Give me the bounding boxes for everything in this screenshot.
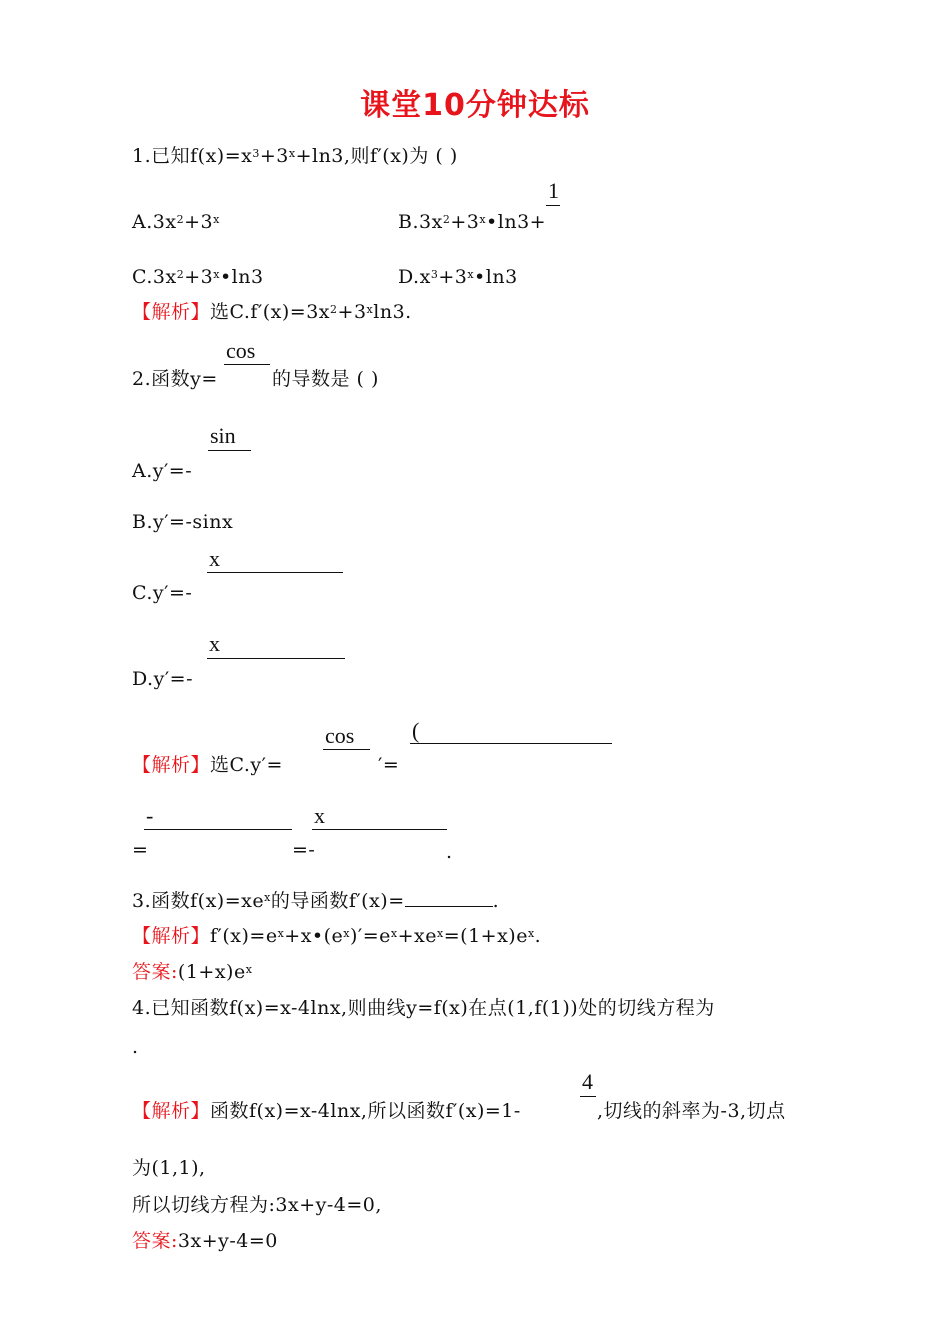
q4-analysis-label: 【解析】: [132, 1100, 211, 1122]
page-title: 课堂10分钟达标: [360, 88, 590, 123]
q4-analysis-fraction-numerator: 4: [582, 1069, 593, 1094]
q2-option-a-fraction-bar: [208, 450, 251, 451]
q2-analysis-label: 【解析】: [132, 754, 211, 776]
q2-analysis-fraction1-numerator: cos: [325, 723, 355, 748]
q2-stem-fraction-bar: [224, 364, 270, 365]
q2-option-b[interactable]: B.y′=-sinx: [132, 511, 234, 533]
q2-analysis-fraction2-bar: [410, 743, 612, 744]
q4-analysis-slope: ,切线的斜率为-3,切点: [597, 1100, 786, 1122]
q3-analysis: 【解析】$f'(x)=e^x+x•(e^x)'=e^x+xe^x=(1+x)e^x$.: [132, 925, 542, 947]
q2-stem-end: 的导数是 ( ): [272, 368, 379, 390]
q2-analysis-derivative: ′=: [378, 754, 400, 776]
q1-stem-sup2: x: [288, 147, 296, 160]
q4-stem: 4.已知函数f(x)=x-4lnx,则曲线y=f(x)在点(1,f(1))处的切线方程为: [132, 997, 715, 1019]
q2-analysis-fraction4-bar: [312, 829, 447, 830]
q2-option-d-fraction-numerator: x: [209, 631, 220, 656]
q3-answer-label: 答案:: [132, 961, 178, 983]
q2-analysis-equals1: =: [132, 839, 149, 861]
q2-analysis-fraction2-numerator: (: [412, 718, 420, 743]
q4-analysis-equation: 所以切线方程为:3x+y-4=0,: [132, 1194, 382, 1216]
q1-stem-b: +3: [259, 145, 289, 167]
q4-analysis: 【解析】函数f(x)=x-4lnx,所以函数f′(x)=1-: [132, 1100, 521, 1122]
q2-analysis-fraction4-numerator: x: [314, 803, 325, 828]
q1-option-a[interactable]: $A.3x^2+3^x$: [132, 211, 220, 233]
q1-stem-c: +ln3,则f′(x)为 ( ): [295, 145, 458, 167]
q1-analysis: 【解析】选$C.f'(x)=3x^2+3^x\ln 3$.: [132, 301, 412, 323]
q1-stem-a: 1.已知f(x)=x: [132, 145, 253, 167]
q2-analysis-fraction3-bar: [144, 829, 292, 830]
q2-stem-start: 2.函数y=: [132, 368, 218, 390]
q3-analysis-label: 【解析】: [132, 925, 211, 947]
q1-option-b-fraction-bar: [546, 205, 560, 206]
q3-answer: 答案$:(1+x)e^x$: [132, 961, 253, 983]
q4-answer: 答案:3x+y-4=0: [132, 1230, 278, 1252]
q4-analysis-fraction-bar: [580, 1096, 596, 1097]
q2-option-a[interactable]: A.y′=-: [132, 460, 193, 482]
q2-option-a-fraction-numerator: sin: [210, 423, 236, 448]
q1-option-b[interactable]: $B.3x^2+3^x•\ln 3+$: [398, 211, 547, 233]
q4-stem-dot: .: [132, 1036, 139, 1058]
q2-analysis-end: .: [446, 841, 453, 863]
q1-stem-sup1: 3: [252, 147, 260, 160]
q2-stem-fraction-numerator: cos: [226, 338, 256, 363]
q1-analysis-label: 【解析】: [132, 301, 211, 323]
q2-option-c[interactable]: C.y′=-: [132, 582, 193, 604]
q2-option-d-fraction-bar: [207, 658, 345, 659]
q1-option-d[interactable]: $D.x^3+3^x•\ln 3$: [398, 266, 518, 288]
q2-analysis-fraction3-numerator: -: [146, 803, 154, 828]
q2-analysis-fraction1-bar: [323, 749, 370, 750]
q1-stem: [132, 144, 458, 168]
q3-stem: 3.函数$f(x)=xe^x$的导函数f′(x)= .: [132, 890, 500, 912]
q2-analysis-equals2: =-: [292, 839, 316, 861]
q1-option-b-fraction-numerator: 1: [548, 178, 559, 203]
q2-analysis: 【解析】选C.y′=: [132, 754, 283, 776]
q4-answer-label: 答案:: [132, 1230, 178, 1252]
q4-analysis-point: 为(1,1),: [132, 1157, 206, 1179]
q2-option-c-fraction-numerator: x: [209, 546, 220, 571]
q2-option-d[interactable]: D.y′=-: [132, 668, 193, 690]
q2-option-c-fraction-bar: [207, 572, 343, 573]
q1-option-c[interactable]: $C.3x^2+3^x•\ln 3$: [132, 266, 264, 288]
q3-answer-blank[interactable]: [405, 888, 493, 907]
